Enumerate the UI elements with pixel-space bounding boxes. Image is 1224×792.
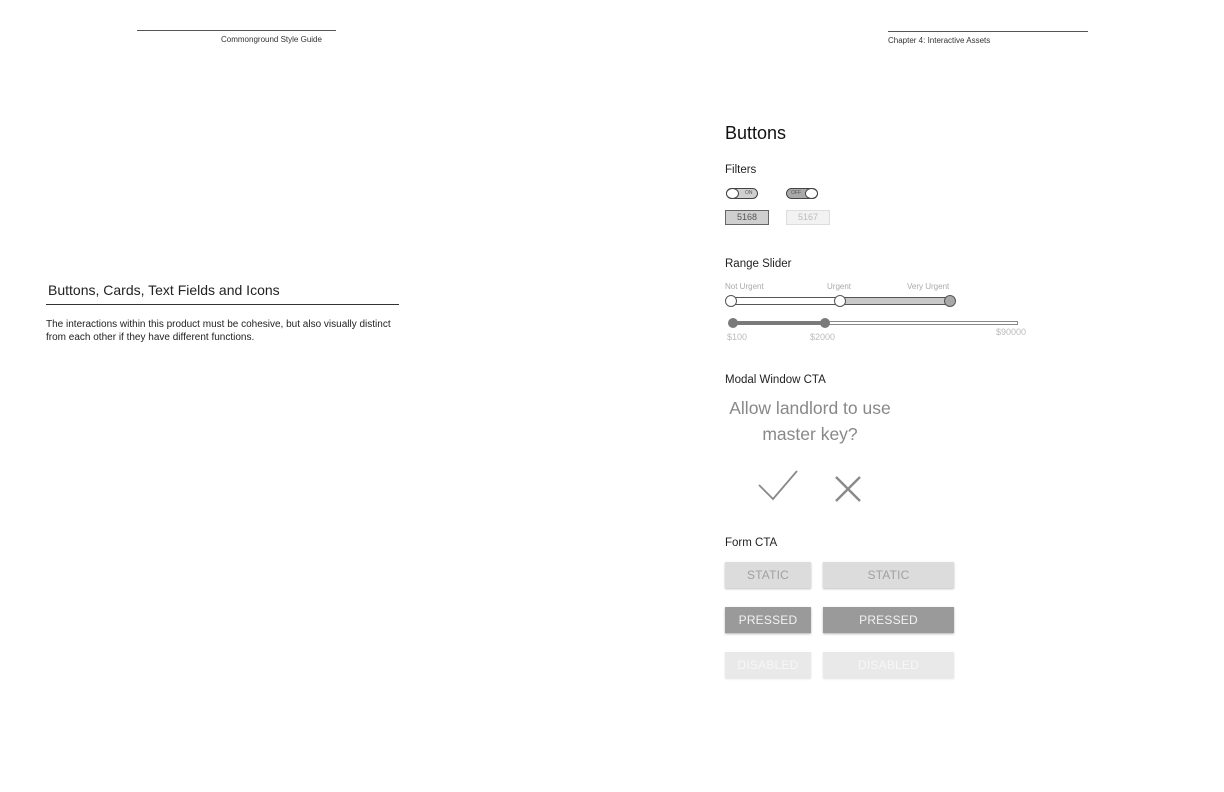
toggle-off-text: OFF xyxy=(791,190,801,196)
left-running-header: Commonground Style Guide xyxy=(221,35,322,44)
range-slider-heading: Range Slider xyxy=(725,258,792,270)
left-header-rule xyxy=(137,30,336,31)
right-header-rule xyxy=(888,31,1088,32)
section-title: Buttons, Cards, Text Fields and Icons xyxy=(48,282,280,298)
price-knob-selected[interactable] xyxy=(820,318,830,328)
urgency-label-urgent: Urgent xyxy=(827,282,852,291)
modal-question xyxy=(718,395,902,447)
form-cta-heading: Form CTA xyxy=(725,537,778,549)
urgency-knob-end[interactable] xyxy=(944,295,956,307)
filter-toggle-on[interactable] xyxy=(726,188,758,199)
right-running-header: Chapter 4: Interactive Assets xyxy=(888,36,991,45)
static-button-small[interactable]: STATIC xyxy=(725,562,811,588)
urgency-knob-start[interactable] xyxy=(725,295,737,307)
urgency-slider-fill xyxy=(840,297,950,305)
price-slider-fill xyxy=(733,321,825,325)
section-intro: The interactions within this product must be cohesive, but also visually distinct from each other if they have different functions. xyxy=(46,319,391,343)
pressed-button-large[interactable]: PRESSED xyxy=(823,607,954,633)
filter-chip-active[interactable]: 5168 xyxy=(725,210,769,225)
price-knob-min[interactable] xyxy=(728,318,738,328)
urgency-knob-selected[interactable] xyxy=(834,295,846,307)
filter-chip-inactive[interactable]: 5167 xyxy=(786,210,830,225)
static-button-large[interactable]: STATIC xyxy=(823,562,954,588)
modal-question-line-1: Allow landlord to use xyxy=(729,398,891,418)
filters-heading: Filters xyxy=(725,164,757,176)
modal-question-line-2: master key? xyxy=(762,424,858,444)
price-max-label: $90000 xyxy=(996,327,1027,337)
pressed-button-small[interactable]: PRESSED xyxy=(725,607,811,633)
modal-cta-heading: Modal Window CTA xyxy=(725,374,826,386)
toggle-knob xyxy=(726,188,739,199)
price-selected-label: $2000 xyxy=(810,332,836,342)
check-icon[interactable] xyxy=(756,468,800,502)
urgency-label-not-urgent: Not Urgent xyxy=(725,282,764,291)
toggle-knob xyxy=(805,188,818,199)
page-title: Buttons xyxy=(725,123,787,143)
price-min-label: $100 xyxy=(727,332,748,342)
disabled-button-large: DISABLED xyxy=(823,652,954,678)
toggle-on-text: ON xyxy=(745,190,753,196)
close-icon[interactable] xyxy=(833,474,863,504)
disabled-button-small: DISABLED xyxy=(725,652,811,678)
section-title-rule xyxy=(46,304,399,305)
filter-toggle-off[interactable] xyxy=(786,188,818,199)
urgency-label-very-urgent: Very Urgent xyxy=(907,282,950,291)
